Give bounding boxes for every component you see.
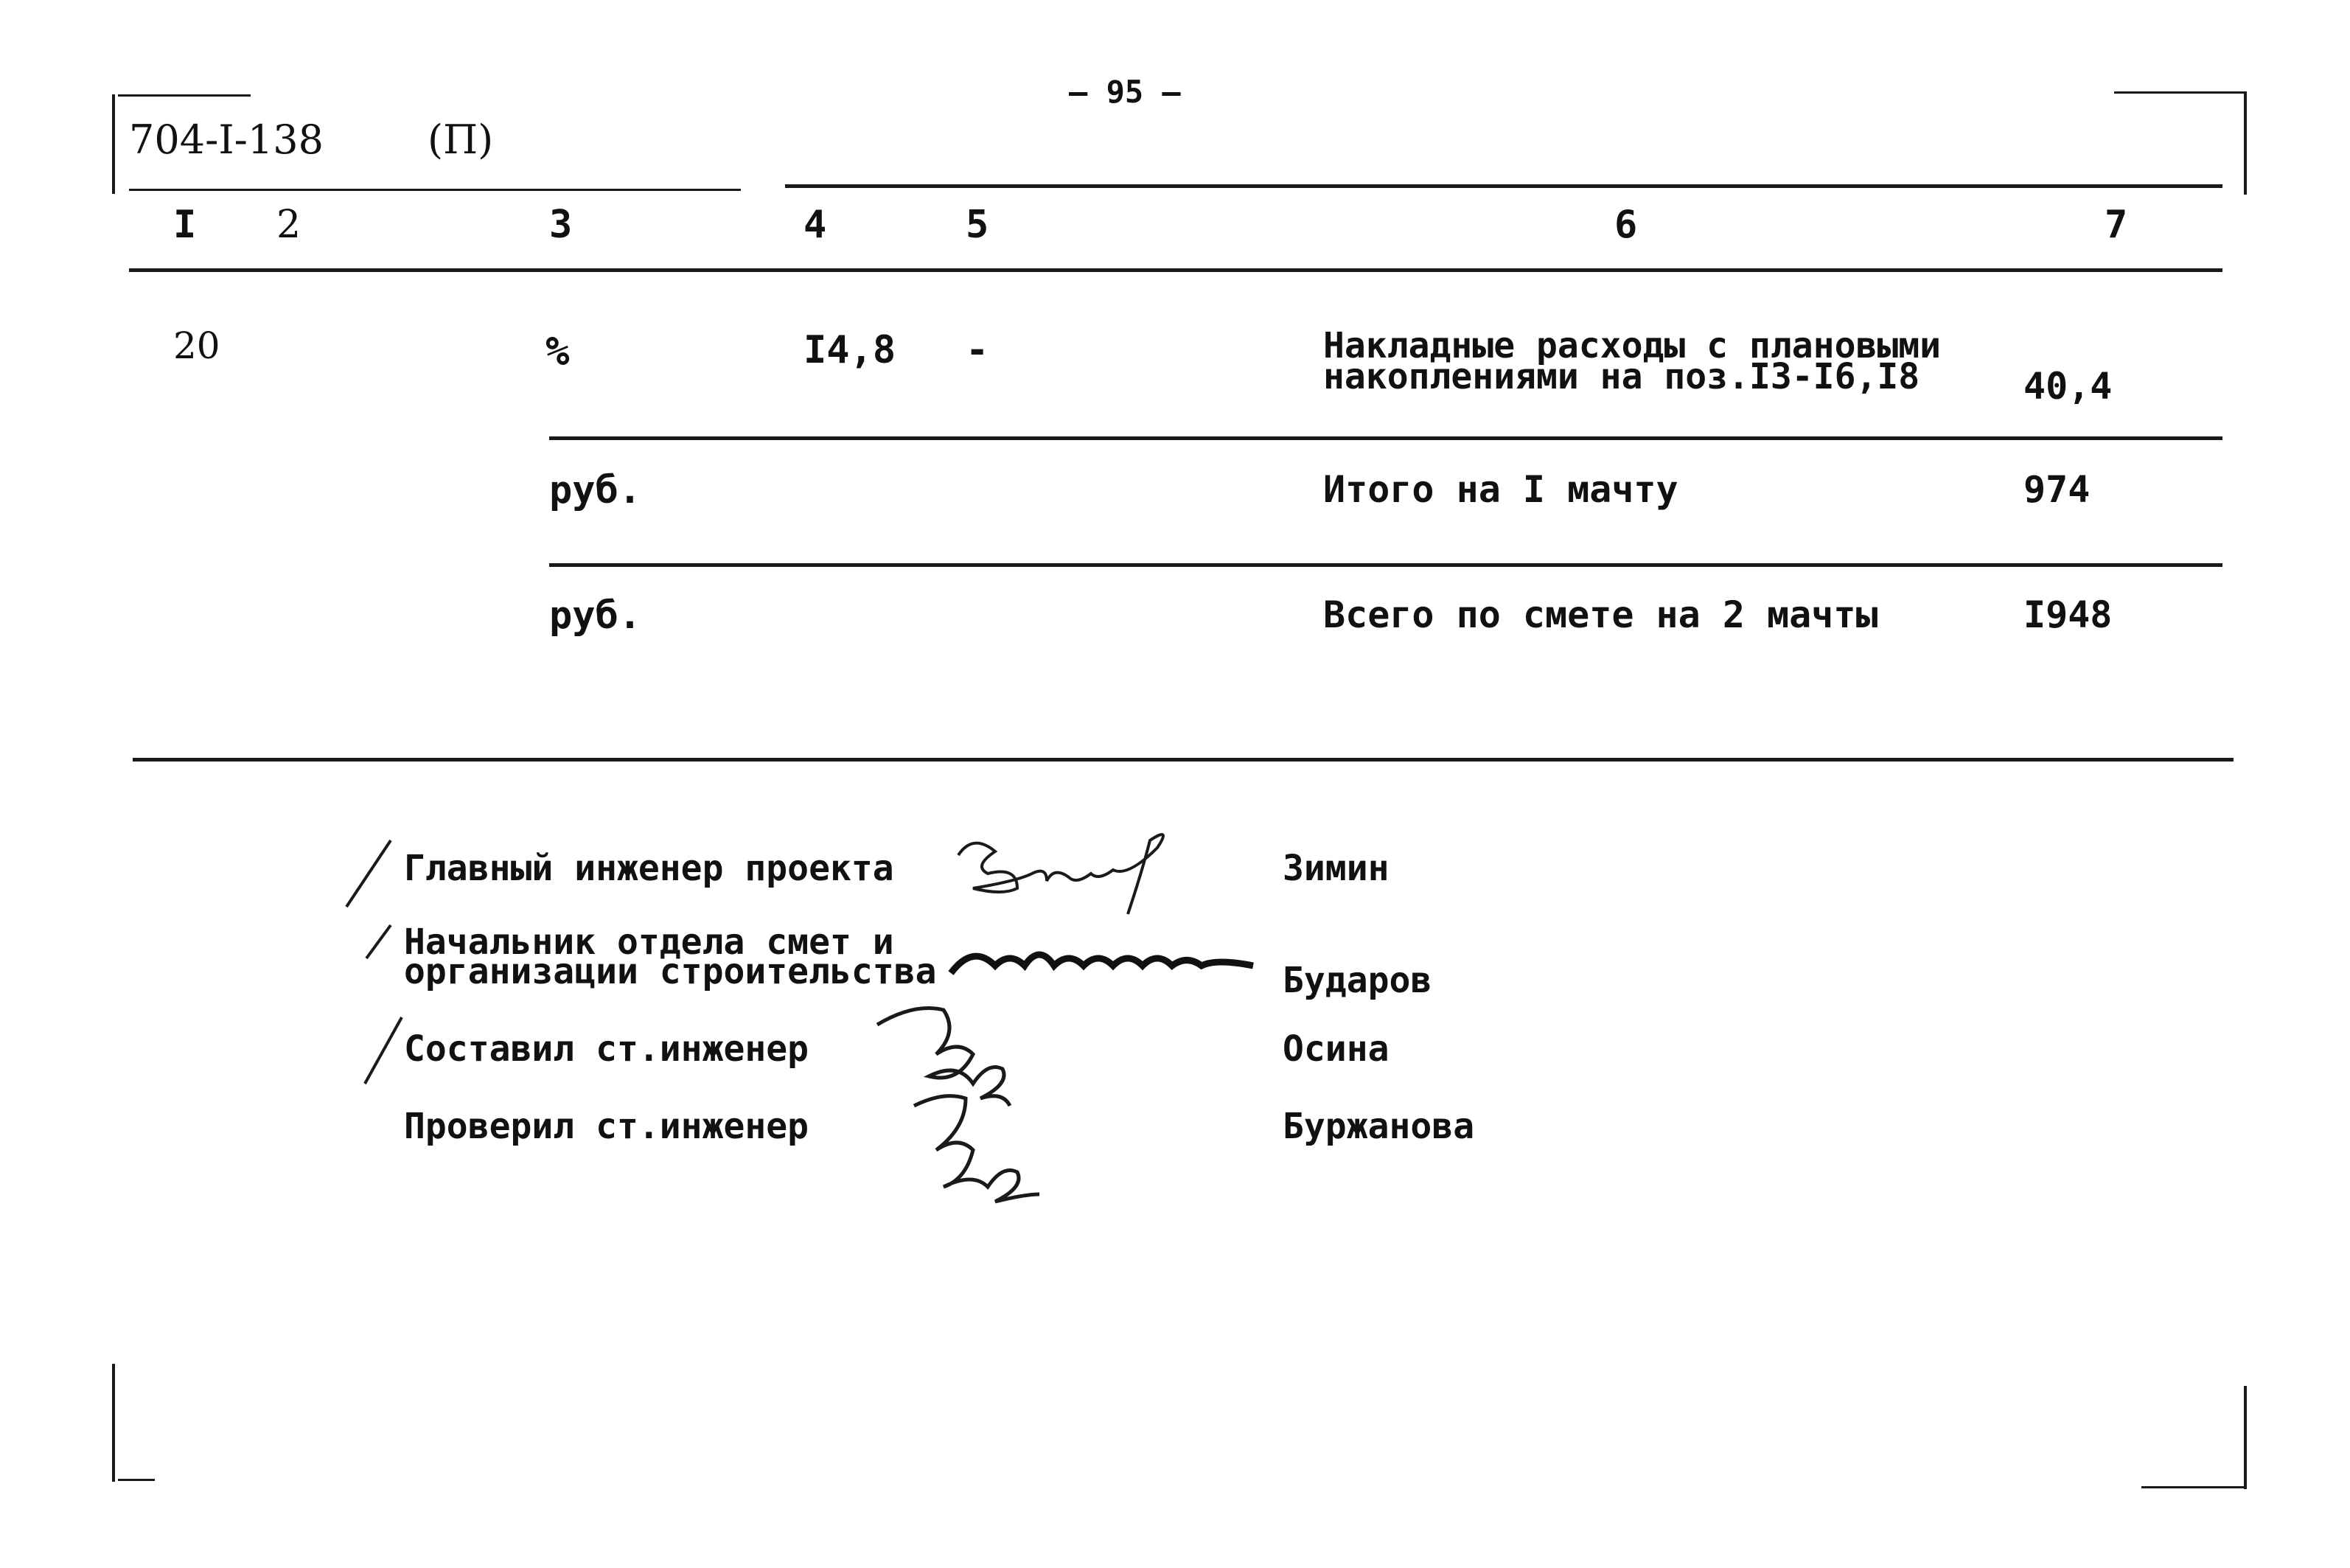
row-unit: руб. xyxy=(549,468,642,512)
signatory-name: Буржанова xyxy=(1283,1106,1475,1147)
column-header-6: 6 xyxy=(1614,203,1638,247)
signatory-name: Бударов xyxy=(1283,960,1432,1001)
row-total: 974 xyxy=(2023,468,2091,511)
row-total: 40,4 xyxy=(2023,365,2113,408)
signatory-name: Зимин xyxy=(1283,848,1390,889)
row-total: I948 xyxy=(2023,593,2113,636)
row-description-line-1: Накладные расходы с плановыми xyxy=(1323,325,1942,366)
column-header-5: 5 xyxy=(966,203,989,247)
signatory-role: Проверил ст.инженер xyxy=(404,1106,809,1147)
row-col5: - xyxy=(966,328,989,372)
page-number: — 95 — xyxy=(1069,74,1181,110)
column-header-7: 7 xyxy=(2105,203,2128,247)
column-header-1: I xyxy=(173,203,197,247)
signatory-role-line-2: организации строительства xyxy=(404,951,937,992)
row-description-line-2: накоплениями на поз.I3-I6,I8 xyxy=(1323,356,1920,397)
signatory-role: Составил ст.инженер xyxy=(404,1028,809,1070)
row-value: I4,8 xyxy=(803,328,896,372)
signatory-role-line-1: Начальник отдела смет и xyxy=(404,921,894,963)
row-description: Итого на I мачту xyxy=(1323,468,1678,511)
row-unit: % xyxy=(545,328,570,374)
document-suffix: (П) xyxy=(428,116,494,163)
document-code: 704-I-138 xyxy=(129,116,324,163)
signatory-role: Главный инженер проекта xyxy=(404,848,894,889)
row-unit: руб. xyxy=(549,593,642,638)
row-description: Всего по смете на 2 мачты xyxy=(1323,593,1878,636)
signatory-name: Осина xyxy=(1283,1028,1390,1070)
column-header-3: 3 xyxy=(549,203,573,247)
row-number: 20 xyxy=(173,324,220,367)
column-header-2: 2 xyxy=(276,203,301,247)
column-header-4: 4 xyxy=(803,203,827,247)
